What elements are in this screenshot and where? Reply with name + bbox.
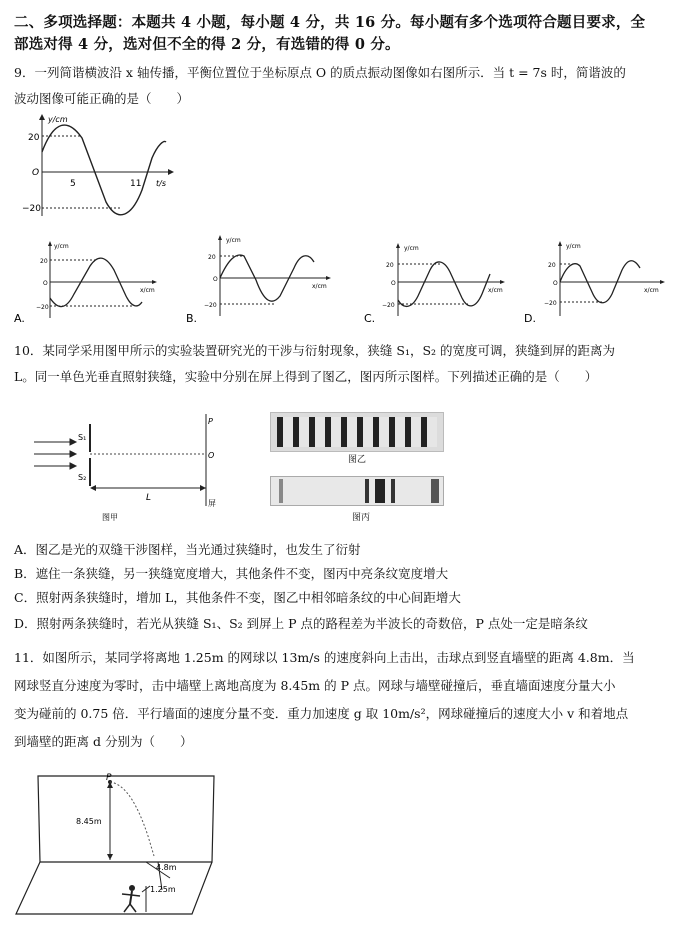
svg-text:P: P [106, 773, 112, 783]
svg-text:x/cm: x/cm [644, 287, 659, 294]
tick-11-label: 11 [130, 179, 142, 189]
svg-text:20: 20 [208, 254, 216, 261]
svg-text:1.25m: 1.25m [150, 885, 176, 894]
q9-option-d-graph [524, 238, 674, 324]
wall [38, 776, 214, 862]
q9-option-a-graph [14, 238, 164, 324]
svg-text:y/cm: y/cm [54, 243, 69, 250]
svg-text:P: P [208, 417, 213, 426]
svg-text:−20: −20 [36, 304, 49, 311]
option-b-letter: B. [186, 312, 198, 324]
q10-figure-yi-pattern [270, 412, 444, 452]
option-a-letter: A. [14, 312, 25, 324]
svg-text:S₂: S₂ [78, 473, 87, 482]
question-10-text [14, 338, 664, 390]
svg-text:y/cm: y/cm [404, 245, 419, 252]
svg-text:20: 20 [386, 262, 394, 269]
q10-figure-yi-label: 图乙 [348, 455, 367, 465]
svg-text:−20: −20 [382, 302, 395, 309]
q10-option-a: A．图乙是光的双缝干涉图样，当光通过狭缝时，也发生了衍射 [14, 542, 361, 557]
svg-text:S₁: S₁ [78, 433, 87, 442]
svg-text:L: L [146, 493, 152, 503]
q10-figure-jia [30, 408, 230, 526]
svg-text:y/cm: y/cm [226, 237, 241, 244]
q11-tennis-figure [14, 766, 254, 924]
vibration-curve [42, 125, 166, 215]
svg-text:x/cm: x/cm [312, 283, 327, 290]
y-axis-arrow [39, 114, 45, 120]
q9-line2: 波动图像可能正确的是（ ） [14, 91, 190, 106]
option-d-letter: D. [524, 312, 536, 324]
q9-vibration-graph [18, 112, 178, 224]
q10-option-b: B．遮住一条狭缝，另一狭缝宽度增大，其他条件不变，图丙中亮条纹宽度增大 [14, 566, 449, 581]
q11-line4: 到墙壁的距离 d 分别为（ ） [14, 734, 193, 749]
q11-line2: 网球竖直分速度为零时，击中墙壁上离地高度为 8.45m 的 P 点。网球与墙壁碰撞后，垂直墙面速度分量大小 [14, 678, 616, 693]
q9-option-b-graph [186, 232, 336, 324]
svg-text:−20: −20 [204, 302, 217, 309]
q10-option-c: C．照射两条狭缝时，增加 L，其他条件不变，图乙中相邻暗条纹的中心间距增大 [14, 590, 461, 605]
option-c-letter: C. [364, 312, 376, 324]
q9-line1: 9．一列简谐横波沿 x 轴传播，平衡位置位于坐标原点 O 的质点振动图像如右图所示．当 t = 7s 时，简谐波的 [14, 65, 626, 80]
t-axis-arrow [168, 169, 174, 175]
svg-text:20: 20 [40, 258, 48, 265]
svg-text:O: O [213, 276, 218, 283]
svg-text:−20: −20 [544, 300, 557, 307]
q11-line3: 变为碰前的 0.75 倍．平行墙面的速度分量不变．重力加速度 g 取 10m/s²，网球碰撞后的速度大小 v 和着地点 [14, 706, 629, 721]
q10-line1: 10．某同学采用图甲所示的实验装置研究光的干涉与衍射现象，狭缝 S₁，S₂ 的宽度可调，狭缝到屏的距离为 [14, 343, 616, 358]
svg-text:O: O [43, 280, 48, 287]
ground [16, 862, 212, 914]
svg-text:x/cm: x/cm [488, 287, 503, 294]
tick-5-label: 5 [70, 179, 76, 189]
svg-text:4.8m: 4.8m [156, 863, 177, 872]
y-neg-label: −20 [22, 204, 41, 214]
y-pos-label: 20 [28, 133, 40, 143]
svg-text:20: 20 [548, 262, 556, 269]
origin-label: O [32, 168, 40, 178]
section-heading-line2: 部选对得 4 分，选对但不全的得 2 分，有选错的得 0 分。 [14, 36, 400, 53]
q9-option-c-graph [364, 240, 514, 324]
q10-option-d: D．照射两条狭缝时，若光从狭缝 S₁、S₂ 到屏上 P 点的路程差为半波长的奇数倍，P 点处一定是暗条纹 [14, 616, 588, 631]
y-axis-label: y/cm [48, 115, 68, 124]
t-axis-label: t/s [156, 179, 166, 188]
q10-line2: L。同一单色光垂直照射狭缝，实验中分别在屏上得到了图乙，图丙所示图样。下列描述正确的是（ ） [14, 369, 598, 384]
question-11-text [14, 644, 664, 756]
svg-text:O: O [553, 280, 558, 287]
svg-text:图甲: 图甲 [102, 513, 118, 522]
svg-text:y/cm: y/cm [566, 243, 581, 250]
question-9-text [14, 60, 664, 112]
svg-text:屏: 屏 [208, 499, 216, 508]
q10-figure-bing-pattern [270, 476, 444, 506]
section-heading [14, 12, 664, 56]
svg-text:O: O [208, 451, 215, 460]
section-heading-line1: 二、多项选择题：本题共 4 小题，每小题 4 分，共 16 分。每小题有多个选项符合题目要求，全 [14, 14, 646, 31]
svg-text:O: O [391, 280, 396, 287]
q10-figure-bing-label: 图丙 [352, 513, 371, 523]
q11-line1: 11．如图所示，某同学将离地 1.25m 的网球以 13m/s 的速度斜向上击出，击球点到竖直墙壁的距离 4.8m．当 [14, 650, 635, 665]
svg-text:x/cm: x/cm [140, 287, 155, 294]
svg-text:8.45m: 8.45m [76, 817, 102, 826]
